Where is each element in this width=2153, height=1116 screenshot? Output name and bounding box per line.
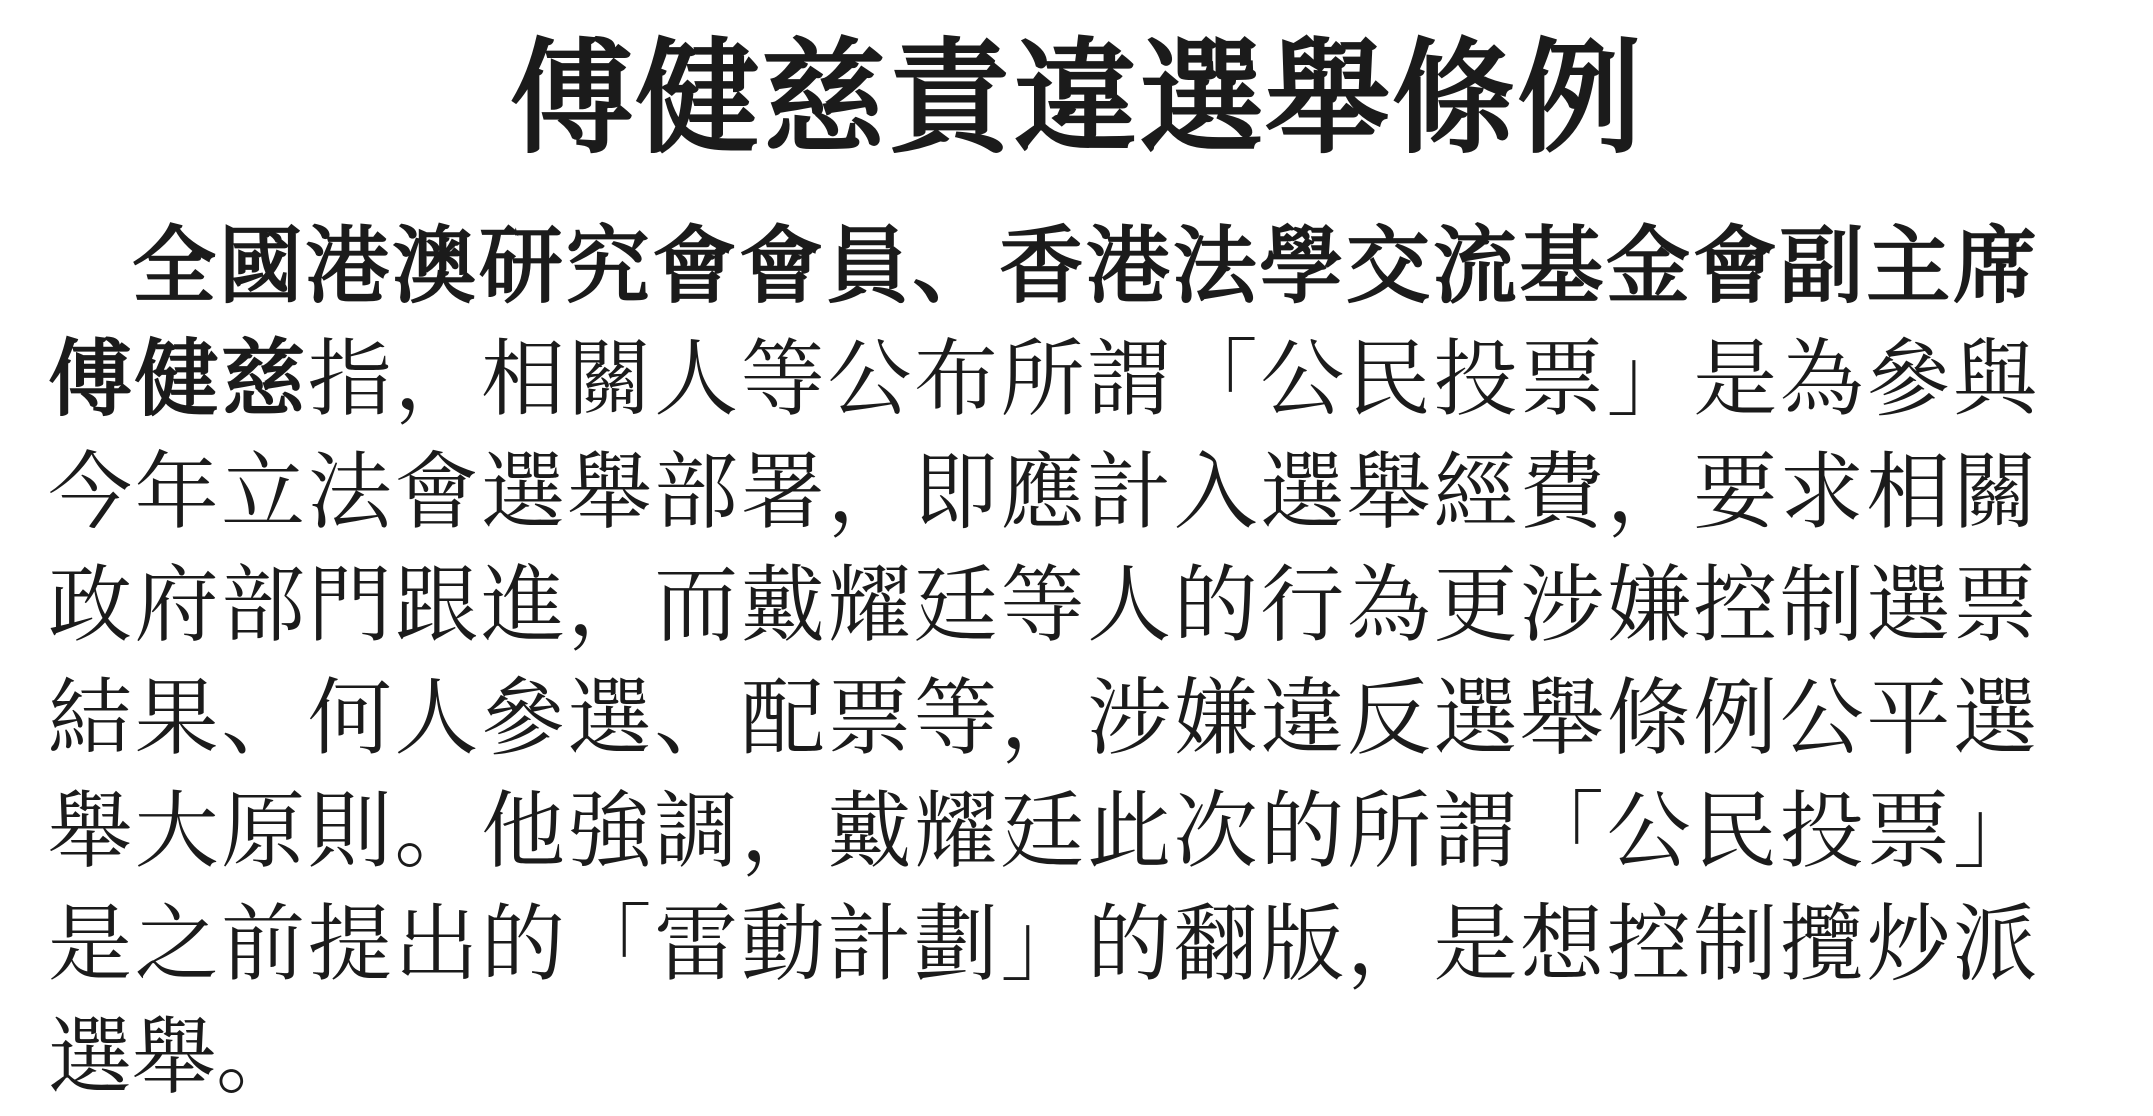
lead-bold-name-title: 全國港澳研究會會員、香港法學交流基金會副主席傅健慈 bbox=[48, 217, 2037, 429]
news-article bbox=[0, 26, 2153, 1116]
article-headline: 傅健慈責違選舉條例 bbox=[509, 27, 1644, 171]
article-paragraph bbox=[48, 210, 2037, 1114]
paragraph-body-text: 指，相關人等公布所謂「公民投票」是為參與今年立法會選舉部署，即應計入選舉經費，要求相關政府部門跟進，而戴耀廷等人的行為更涉嫌控制選票結果、何人參選、配票等，涉嫌違反選舉條例公平選舉大原則。他強調，戴耀廷此次的所謂「公民投票」是之前提出的「雷動計劃」的翻版，是想控制攬炒派選舉。 bbox=[48, 330, 2037, 1107]
